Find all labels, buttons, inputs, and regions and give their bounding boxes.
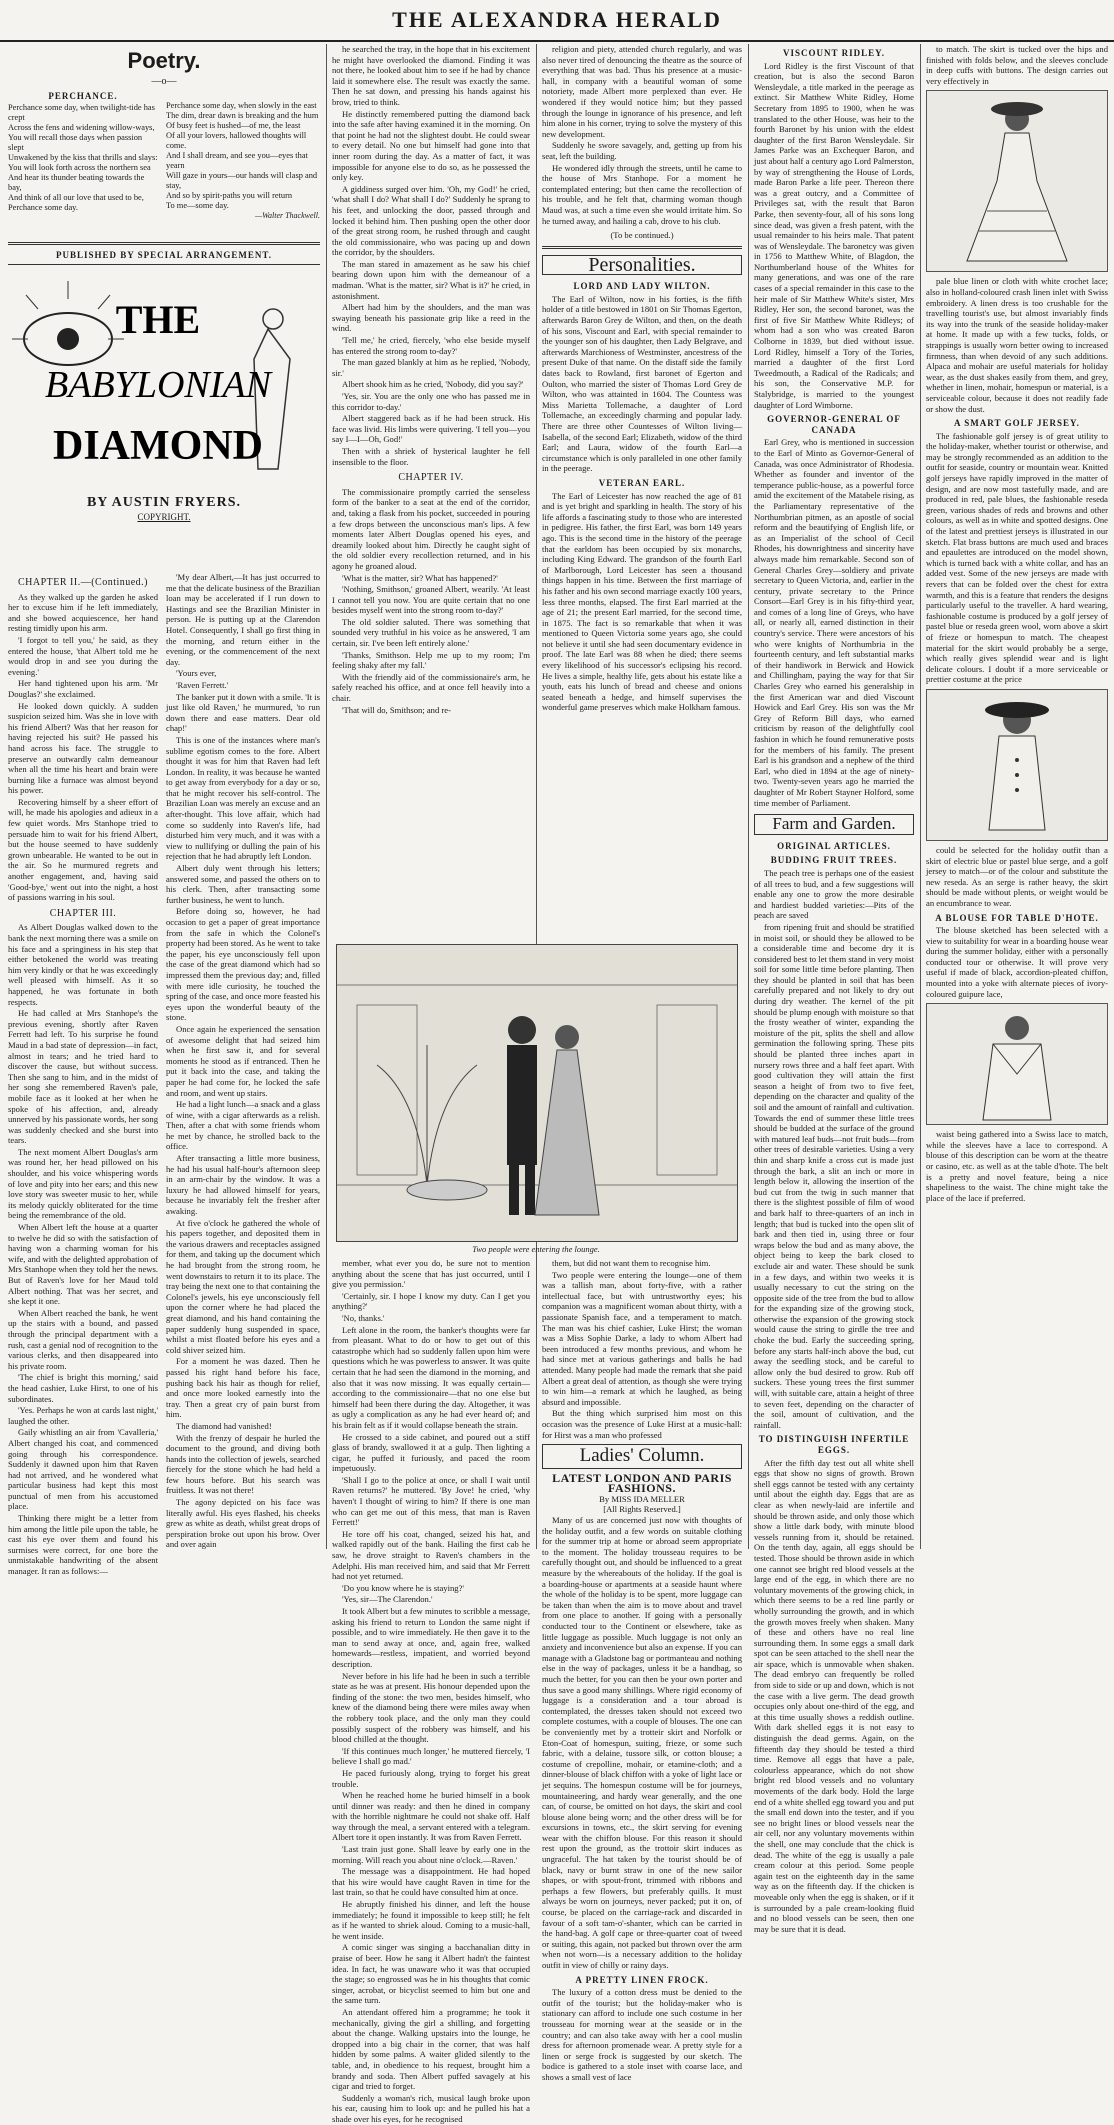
ladies-text: Many of us are concerned just now with thoughts of the holiday outfit, and a few words on suitable clothing for the summer trip at home or abroad seem appropriate to the moment. The holiday trousseau requires to be carefully thought out, and should be influenced to a great measure by the whereabouts of the holiday. If the goal is a boarding-house or apartments at a seaside haunt where the whole of the holiday is to be spent, more luggage can be taken than when the aim is to move about and travel from one place to another. If going with a personally conducted tour to the Continent or elsewhere, take as little luggage as possible. Much luggage is not only an anxiety and inconvenience but also an expense. If you can manage with a Gladstone bag or portmanteau and nothing else in the way of packages, unless it be a handbag, so much the better, for you can then be your own porter and thus save a good many shillings. Where rigid economy of luggage is a consideration and a tour abroad is contemplated, the dresses taken should not exceed two complete costumes, with a couple of blouses. The one can be conveniently met by a trotteir skirt and Norfolk or Eton-Coat of homespun, suiting, frieze, or some such fabric, with a delaine, tussore silk, or cotton blouse; a costume of crepolline, mohair, or etamine-cloth; and a dinner-blouse of black chiffon with a yoke of light lace or jet sequins. The homespun costume will be for journeys, mountaineering, and hardy wear generally, and the one can, of course, be omitted on hot days, the skirt and cool blouse alone being worn; and the other dress will be for excursions in towns, etc., the skirt serving for evening wear with the chiffon blouse. For this reason it should rest upon the ground, as the trottoir skirt induces as ungraceful. The hat taken by the tourist should be of black, navy or burnt straw in one of the new sailor shapes, or with spout-front, trimmed with ribbons and perhaps a few flowers, but preferably quills. It must always be worn on journeys, never packed; put it on, of course, be placed on the carriage-rack and discarded in favour of a soft tam-o'-shanter, which can be carried in the hand-bag. A golf cape or three-quarter coat of tweed or suiting, this again, not packed but thrown over the arm when not worn—is a necessary addition to the holiday outfit in view of chilly or rainy days. xyxy=(542,1515,742,1970)
story-paragraph: When Albert reached the bank, he went up the stairs with a bound, and passed through the principal department with a rush, cast a genial nod of recognition to the various clerks, and then disappeared into his private room. xyxy=(8,1307,158,1371)
story-paragraph: 'Do you know where he is staying?' xyxy=(342,1582,464,1593)
golf-jersey-sketch xyxy=(927,690,1107,838)
story-paragraph: When he reached home he buried himself in a book until dinner was ready: and then he dined in company with the horrible nightmare he could not shake off. Half way through the meal, a servant entered with a telegram. Albert tore it open instantly. It was from Raven Ferrett. xyxy=(332,1790,530,1843)
serial-column-4a xyxy=(332,1258,530,2124)
story-paragraph: 'Raven Ferrett.' xyxy=(176,679,229,690)
illustration-caption: Two people were entering the lounge. xyxy=(472,1244,600,1254)
serial-column-4c xyxy=(542,1258,742,2082)
chapter-heading: CHAPTER III. xyxy=(49,907,117,919)
story-paragraph: For a moment he was dazed. Then he passed his right hand before his face, pushing back his hair as though for relief, and once more looked earnestly into the tray. Then a great cry of pain burst from him. xyxy=(166,1356,320,1420)
personality-heading: VETERAN EARL. xyxy=(598,477,686,488)
story-paragraph: 'Shall I go to the police at once, or shall I wait until Raven returns?' he muttered. 'By Jove! he cried, 'why haven't I thought of wiring to him? If there is one man who can get me out of this mess, that man is Raven Ferrett!' xyxy=(332,1474,530,1528)
story-paragraph: 'Thanks, Smithson. Help me up to my room; I'm feeling shaky after my fall.' xyxy=(332,649,530,671)
story-paragraph: He had a light lunch—a snack and a glass of wine, with a cigar afterwards as a relish. Then, after a chat with some friends whom he met by chance, he strolled back to the office. xyxy=(166,1099,320,1152)
chapter-heading: CHAPTER II.—(Continued.) xyxy=(17,577,149,588)
story-paragraph: Albert staggered back as if he had been struck. His face was livid. His limbs were quivering. 'I tell you—you say I—I—Oh, God!' xyxy=(332,413,530,445)
story-paragraph: 'If this continues much longer,' he muttered fiercely, 'I believe I shall go mad.' xyxy=(332,1745,530,1767)
serial-column-1 xyxy=(8,572,158,1577)
story-paragraph: 'What is the matter, sir? What has happened?' xyxy=(342,572,498,583)
story-paragraph: He tore off his coat, changed, seized his hat, and walked rapidly out of the bank. Hailing the first cab he saw, he drove straight to Raven's chambers in the Adelphi. His man received him, and said that Mr Ferrett had not yet returned. xyxy=(332,1528,530,1582)
story-paragraph: 'Yes, sir—The Clarendon.' xyxy=(342,1594,433,1605)
farm-article-title: BUDDING FRUIT TREES. xyxy=(770,855,898,866)
ladies-column-header: Ladies' Column. xyxy=(542,1444,742,1469)
story-paragraph: After transacting a little more business, he had his usual half-hour's afternoon sleep in an arm-chair by the window. It was a luxury he had allowed himself for years, because he invariably felt the fresher after awaking. xyxy=(166,1153,320,1217)
ladies-heading: A PRETTY LINEN FROCK. xyxy=(575,1974,709,1985)
personality-heading: VISCOUNT RIDLEY. xyxy=(782,48,886,58)
story-paragraph: Albert shook him as he cried, 'Nobody, did you say?' xyxy=(342,379,524,390)
story-paragraph: The next moment Albert Douglas's arm was round her, her head pillowed on his shoulder, and his voice whispering words of love and pity into her ears; and this new love story was sweeter music to her, while its melody quickly obliterated for the time being the remembrance of the old. xyxy=(8,1146,158,1221)
story-paragraph: It took Albert but a few minutes to scribble a message, asking his friend to return to London the same night if possible, and to wire immediately. He then gave it to the man to send away at once, and, again free, walked homewards—restless, impatient, and worried beyond description. xyxy=(332,1606,530,1669)
lounge-illustration xyxy=(336,944,738,1242)
fashion-column xyxy=(926,44,1108,1547)
title-line-2: BABYLONIAN xyxy=(45,364,271,406)
column-rule xyxy=(920,44,921,1549)
story-paragraph: them, but did not want them to recognise him. xyxy=(552,1258,711,1268)
story-paragraph: He wondered idly through the streets, until he came to the house of Mrs Stanhope. For a moment he contemplated entering; but then came the recollection of his trouble, and he felt that, charming woman though Maud was, at such a time even she would irritate him. So he turned away, and hailing a cab, drove to his club. xyxy=(542,162,742,226)
personality-text: Earl Grey, who is mentioned in succession to the Earl of Minto as Governor-General of Canada, was once Administrator of Rhodesia. Whether as founder and inventor of the temperance public-house, as a powerful force amid the excitement of the Matabele rising, as the Parliamentary representative of the Northumbrian pitmen, as an apostle of social reform and the beautifying of English life, or as an Imperialist of the school of Cecil Rhodes, his downrightness and sincerity have always made him remarkable. Second son of General Charles Grey—soldiery and private secretary to Queen Victoria, and, earlier in the century, private secretary to the Prince Consort—Earl Grey is in his fifty-third year, and comes of a long line of Greys, who have all, or nearly all, earned distinction in their country's service. There were ancestors of his who were knights of Northumbria in the fourteenth century, and left substantial marks of their handiwork in Berwick and Howick and Chillingham, paying the way for that Sir Charles Grey who earned his generalship in the first American war and died Viscount Howick and Earl Grey. His son was the Mr Grey of Reform Bill days, who earned criticism by reason of the delightfully cool fashion in which he found remunerative posts for the members of his family. The present Earl is his grandson and a nephew of the third Earl, who died in 1894 at the age of ninety-two. Twenty-seven years ago he married the daughter of Mr Robert Stayner Holford, some time member of Parliament. xyxy=(754,437,914,808)
poem-line: Unwakened by the kiss that thrills and slays: xyxy=(8,153,158,162)
story-paragraph: The banker put it down with a smile. 'It is just like old Raven,' he murmured, 'to run down there and ease matters. Dear old chap!' xyxy=(166,691,320,734)
babylonian-diamond-title-svg xyxy=(8,269,320,489)
fashion-illustration-1 xyxy=(926,90,1108,272)
poem-line: And hear its thunder beating towards the bay, xyxy=(8,173,145,192)
story-paragraph: 'Nothing, Smithson,' groaned Albert, wearily. 'At least I cannot tell you now. You are quite certain that no one besides myself went into the strong room to-day?' xyxy=(332,584,530,616)
story-paragraph: Thinking there might be a letter from him among the little pile upon the table, he cast his eye over them and found his surmises were correct, for one bore the unmistakable handwriting of the absent manager. It ran as follows:— xyxy=(8,1513,158,1577)
farm-article-title: TO DISTINGUISH INFERTILE EGGS. xyxy=(758,1434,910,1455)
fashion-text: waist being gathered into a Swiss lace to match, while the sleeves have a lace to correspond. A blouse of this description can be worn at the theatre or casino, etc. as well as at the table d'hote. The belt is a pretty and novel feature, being a nice shapeliness to the waist. The chine might take the place of the lace if preferred. xyxy=(926,1129,1108,1203)
poem-line: And so by spirit-paths you will return xyxy=(166,191,293,200)
story-paragraph: Recovering himself by a sheer effort of will, he made his apologies and adieux in a few quiet words. Mrs Stanhope tried to persuade him to wait for his friend Albert, but the house seemed to have suddenly grown unbearable. He wanted to be out in the air. So he murmured regrets and another engagement, and, having said 'Good-bye,' went out into the night, a host of passions warring in his soul. xyxy=(8,796,158,903)
story-paragraph: The old soldier saluted. There was something that sounded very truthful in his voice as he answered, 'I am certain, sir. I've been left entirely alone.' xyxy=(332,616,530,649)
fashion-text: pale blue linen or cloth with white crochet lace; also in holland-coloured crash linen inlet with Swiss embroidery. A linen dress is too crushable for the travelling tourist's use, but almost invariably finds its way into the trunk of the seaside holiday-maker at home. It made up with a few tucks, folds, or strappings is usually worn better owing to increased firmness, than when devoid of any such additions. Alpaca and mohair are useful materials for holiday wear, as the dust shakes easily from them, and grey, whether in linen, mohair, homespun or material, is a serviceable colour, because it does not readily fade or show the dust. xyxy=(926,276,1108,414)
ladies-subheading: LATEST LONDON AND PARIS FASHIONS. xyxy=(552,1470,732,1496)
personality-text: The Earl of Leicester has now reached the age of 81 and is yet bright and sparkling in health. The story of his life affords a fascinating study to those who are interested in pedigree. His father, the first Earl, was born 149 years ago. This is the second time in the history of the peerage that the earldom has been occupied by six monarchs, including King Edward. The grandson of the fourth Earl of Marlborough, Lord Leicester has seen a thousand things happen in his time. Between the first marriage of his father and his own second marriage exactly 100 years, less three months, elapsed. The first Earl married at the age of 21; the present Earl married, for the second time, in 1875. The fact is so remarkable that when it was mentioned to Queen Victoria some years ago, she could not believe it until she had seen documentary evidence in proof. The late Earl was 88 when he died; there seems every likelihood of his successor's eclipsing his record. He lives a simple, healthy life, gets about his estate like a youth, eats his lunch of bread and cheese and onions seated beneath a hedge, and himself supervises the wonderful game preserves which make Holkham famous. xyxy=(542,490,742,713)
poetry-section: Poetry. —o— PERCHANCE. Perchance some day, when twilight-tide has crept Across the fens and widening willow-ways, You will recall those days when passion slept Unwakened by the kiss that thrills and slays: You will look forth across the northern sea And hear its thunder beating towards the bay, And think of all our love that used to be, Perchance some day. Perchance some day, when slowly in the east The dim, drear dawn is breaking and the hum Of busy feet is hushed—of me, the least Of all your lovers, hallowed thoughts will come. And I shall dream, and see you—eyes that yearn Will gaze in yours—our hands will clasp and stay, And so by spirit-paths you will return To me—some day. —Walter Thackwell. PUBLISHED BY SPECIAL ARRANGEMENT. THE BABYLONIAN DIAMOND BY AUSTIN FRYERS. COPYRIGHT. xyxy=(8,48,320,522)
poem-author: —Walter Thackwell. xyxy=(254,211,320,220)
story-paragraph: The man stared in amazement as he saw his chief bearing down upon him with the demeanour of a madman. 'What is the matter, sir? What is it?' he cried, in astonishment. xyxy=(332,258,530,301)
farm-text: The peach tree is perhaps one of the easiest of all trees to bud, and a few suggestions will enable any one to grow the more desirable and hardiest budded varieties:—Pits of the peach are saved xyxy=(754,867,914,921)
poem-left xyxy=(8,87,158,213)
story-paragraph: He abruptly finished his dinner, and left the house immediately; he found it impossible to keep still; he felt as if he wanted to shriek aloud. Coming to a music-hall, he went inside. xyxy=(332,1899,530,1941)
newspaper-page xyxy=(0,44,1114,2124)
to-be-continued: (To be continued.) xyxy=(610,230,674,241)
ladies-column xyxy=(542,1444,742,2082)
poem-line: Will gaze in yours—our hands will clasp and stay, xyxy=(166,171,318,190)
poem-line: You will recall those days when passion slept xyxy=(8,133,143,152)
personality-text: Lord Ridley is the first Viscount of that creation, but is also the second Baron Wensleydale, a title marked in the peerage as extinct. Sir Matthew White Ridley, Home Secretary from 1895 to 1900, when he was translated to the other House, was heir to the fourth Baronet by his union with the eldest daughter of the first Baron Wensleydale. Sir James Parke was an Exchequer Baron, and just about half a century ago Lord Palmerston, by way of strengthening the House of Lords, made Baron Parke a life peer. Thereon there was a great outcry, and a Committee of Privileges sat, with the result that Baron Parke, then seventy-four, all of his sons long since dead, was given a fresh patent, with the usual remainder to his heirs male. That patent was of Wensleydale. The baronetcy was given in 1756 to Matthew White, of Blagdon, the Northumberland house of the Whites for many generations, and was one of the rare cases of a special remainder in this case to the heir male of Sir Matthew White's sister, Mrs Ridley, Her son, the second baronet, was the first of five Sir Matthew White Ridleys; of whom had a son who was created Baron Colborne in 1839, but died without issue. Lord Ridley, himself a Tory of the Tories, married a daughter of the first Lord Tweedmouth, a Radical of the Radicals; and his son, the Conservative M.P. for Stalybridge, is married to the youngest daughter of Lord Wimborne. xyxy=(754,60,914,410)
poem-line: Perchance some day, when slowly in the east xyxy=(166,101,317,110)
story-paragraph: 'Tell me,' he cried, fiercely, 'who else beside myself has entered the strong room to-day?' xyxy=(332,335,530,356)
published-note: PUBLISHED BY SPECIAL ARRANGEMENT. xyxy=(55,250,273,260)
blouse-sketch xyxy=(927,1004,1107,1122)
poem-title: PERCHANCE. xyxy=(48,91,118,101)
serial-column-2 xyxy=(166,572,320,1550)
poetry-heading: Poetry. xyxy=(127,48,201,73)
story-paragraph: religion and piety, attended church regularly, and was also never tired of denouncing the theatre as the source of everything that was bad. Thus his presence at a music-hall, in company with a beautiful woman of some notoriety, made Albert more perplexed than ever. He wondered if they would notice him; but they passed through the lounge in ignorance of his presence, and left him alone in his corner, trying to solve the mystery of this new development. xyxy=(542,44,742,139)
poem-line: And I shall dream, and see you—eyes that yearn xyxy=(166,151,308,170)
story-paragraph: He had called at Mrs Stanhope's the previous evening, shortly after Raven Ferrett had left. To his surprise he found Maud in a bad state of depression—in fact, almost in tears; and he tried hard to discover the cause, but without success. Then she sang to him, and in the midst of her song she remembered Raven's pale, mobile face as it looked at her when he spoke of his affection, and, already unnerved by his passionate words, her song was suddenly checked and she burst into tears. xyxy=(8,1008,158,1146)
serial-title-art xyxy=(8,269,320,489)
poem-line: Of all your lovers, hallowed thoughts will come. xyxy=(166,131,307,150)
personality-text: The Earl of Wilton, now in his forties, is the fifth holder of a title bestowed in 1801 on Sir Thomas Egerton, afterwards Baron Grey de Wilton, and then, on the death of his sons, Viscount and Earl, with special remainder to the younger son of his daughter, then Lady Belgrave, and afterwards Marchioness of Westminster, ancestress of the present Duke of that name. On the distaff side the family dates back to Rowland, first baronet of Egerton and Oulton, who married the sister of Thomas Lord Grey de Wilton, who was attainted in 1604. The Countess was Miss Marietta Tollemache, a daughter of Lord Tollemache, an exceedingly charming and popular lady. There are three other Countesses of Wilton living—Isabella, of the second Earl; Elizabeth, widow of the third Earl; and Laura, widow of the fourth Earl—a circumstance which is only paralleled in one other family in the peerage. xyxy=(542,293,742,474)
story-paragraph: 'No, thanks.' xyxy=(342,1312,385,1323)
fashion-heading: A BLOUSE FOR TABLE D'HOTE. xyxy=(935,912,1099,923)
story-paragraph: A comic singer was singing a bacchanalian ditty in praise of beer. How he sang it Albert hadn't the faintest idea. In fact, he was unaware who it was that occupied the stage; so engrossed was he in his thoughts that comic singer, acrobat, or bicyclist seemed to him but one and the same turn. xyxy=(332,1942,530,2006)
story-paragraph: 'The chief is bright this morning,' said the head cashier, Luke Hirst, to one of his subordinates. xyxy=(8,1372,158,1404)
story-paragraph: 'My dear Albert,—It has just occurred to me that the delicate business of the Brazilian loan may be accelerated if I run down to Hastings and see the Brazilian Minister in person. He is putting up at the Clarendon Hotel. Consequently, I shall go first thing in the morning, and return either in the evening, or the commencement of the next day. xyxy=(166,572,320,667)
story-paragraph: As they walked up the garden he asked her to excuse him if he left immediately, and she bowed acquiescence, her hand resting timidly upon his arm. xyxy=(8,591,158,634)
poem-line: Of busy feet is hushed—of me, the least xyxy=(166,121,301,130)
eye-pupil-icon xyxy=(57,328,79,350)
story-paragraph: Once again he experienced the sensation of awesome delight that had seized him when he first saw it, and for several moments he stood as if entranced. Then he put it back into the case, and taking the paper he had come for, he locked the safe and room, and went up stairs. xyxy=(166,1023,320,1098)
story-paragraph: Left alone in the room, the banker's thoughts were far from pleasant. What to do or how to get out of this catastrophe which had so suddenly fallen upon him were questions which he was powerless to answer. It was quite certain that he had seen the diamond in the morning, and also that it was now missing. It was equally certain—according to the commissionaire—that no one else but himself had been there during the day. Altogether, it was as ugly a complication as any he had ever heard of; and his brain felt as if it would collapse beneath the strain. xyxy=(332,1324,530,1430)
farm-header: Farm and Garden. xyxy=(754,814,914,835)
table-icon xyxy=(407,1180,487,1200)
story-paragraph: He distinctly remembered putting the diamond back into the safe after having examined it in the morning. On that point he had not the slightest doubt. He could swear to every detail. No one but himself had gone into that inner room during the day. As a matter of fact, it was impossible for anyone else to do so, as he possessed the only key. xyxy=(332,108,530,183)
farm-subheading: ORIGINAL ARTICLES. xyxy=(777,840,891,851)
personalities-header: Personalities. xyxy=(542,255,742,276)
story-paragraph: At five o'clock he gathered the whole of his papers together, and deposited them in the various drawers and receptacles assigned for them, and taking up the document which he had brought from the strong room, he went downstairs to return it to its place. The tray being the next one to that containing the Colonel's jewels, his eye unconsciously fell upon the corner where he had placed the great diamond, and his hand containing the paper suddenly hung suspended in space, whilst a mist floated before his eyes and a cold shiver seized him. xyxy=(166,1217,320,1355)
story-paragraph: Albert duly went through his letters; answered some, and passed the others on to his clerk. Then, after transacting some further business, he went to lunch. xyxy=(166,863,320,905)
story-paragraph: The message was a disappointment. He had hoped that his wire would have caught Raven in time for the last train, so that he could have consulted him at once. xyxy=(332,1866,530,1898)
story-paragraph: member, what ever you do, be sure not to mention anything about the scene that has just occurred, until I give you permission.' xyxy=(332,1258,530,1290)
fashion-illustration-3 xyxy=(926,1003,1108,1125)
story-paragraph: Before doing so, however, he had occasion to get a paper of great importance from the safe in which the Colonel's property had been stored. As he went to take the paper, his eye unconsciously fell upon the case of the great diamond which had so impressed them the previous day; and, filled with mere idle curiosity, he touched the spring of the case, and once more feasted his eyes upon the wonderful beauty of the stone. xyxy=(166,906,320,1023)
story-paragraph: He crossed to a side cabinet, and poured out a stiff glass of brandy, swallowed it at a gulp. Then lighting a cigar, he puffed it furiously, and paced the room impetuously. xyxy=(332,1431,530,1474)
fashion-illustration-2 xyxy=(926,689,1108,841)
story-paragraph: he searched the tray, in the hope that in his excitement he might have overlooked the diamond. Finding it was not there, he looked about him to see if he had by chance laid it somewhere else. The result was exactly the same. Then he sat down, and pressing his hands against his brow, tried to think. xyxy=(332,44,530,107)
story-paragraph: As Albert Douglas walked down to the bank the next morning there was a smile on his face and a springiness in his step that either betokened the world was treating him very kindly or that he was exceedingly well pleased with himself. As it so happened, he was fortunate in both respects. xyxy=(8,922,158,1007)
story-paragraph: 'Last train just gone. Shall leave by early one in the morning. Will reach you about nine o'clock.—Raven.' xyxy=(332,1844,530,1865)
story-paragraph: Gaily whistling an air from 'Cavalleria,' Albert changed his coat, and commenced going through his correspondence. Suddenly it dawned upon him that Raven had not arrived, and he wondered what particular business had kept this most punctual of men from his accustomed place. xyxy=(8,1427,158,1512)
column-5 xyxy=(754,44,914,1934)
serial-column-4b xyxy=(542,44,742,939)
story-paragraph: 'Certainly, sir. I hope I know my duty. Can I get you anything?' xyxy=(332,1290,530,1312)
personality-heading: LORD AND LADY WILTON. xyxy=(573,281,711,292)
story-paragraph: The man gazed blankly at him as he replied, 'Nobody, sir.' xyxy=(332,357,530,378)
poem-line: Across the fens and widening willow-ways, xyxy=(8,123,155,132)
ladies-text: The luxury of a cotton dress must be denied to the outfit of the tourist; but the holiday-maker who is stationary can afford to include one such costume in her trousseau for morning wear at the seaside or in the country; and can also take away with her a cool muslin dress for afternoon promenade wear. A pretty style for a linen or serge frock is suggested by our sketch. The bodice is gathered to a stole inset with coarse lace, and shows a small vest of lace xyxy=(542,1987,742,2082)
story-paragraph: 'Yes. Perhaps he won at cards last night,' laughed the other. xyxy=(8,1405,158,1426)
chapter-heading: CHAPTER IV. xyxy=(398,472,464,484)
fashion-text: could be selected for the holiday outfit than a skirt of electric blue or pastel blue serge, and a golf jersey to match—or of the colour and substitute the new reseda. As an serge is rather heavy, the skirt should be made without plents, or weight would be an encumbrance to wear. xyxy=(926,844,1108,908)
story-paragraph: But the thing which surprised him most on this occasion was the presence of Luke Hirst at a music-hall: for Hirst was a man who professed xyxy=(542,1408,742,1440)
story-paragraph: Albert had him by the shoulders, and the man was swaying beneath his passionate grip like a reed in the wind. xyxy=(332,302,530,334)
masthead-title: THE ALEXANDRA HERALD xyxy=(0,0,1114,42)
personality-heading: GOVERNOR-GENERAL OF CANADA xyxy=(767,414,901,435)
story-paragraph: This is one of the instances where man's sublime egotism comes to the fore. Albert thought it was for him that Raven had left London. In reality, it was because he wanted to get away from everybody for a day or so, that he might recover his self-control. The Brazilian Loan was merely an excuse and an after-thought. This love affair, which had come so suddenly into Raven's life, had disturbed him very much, and it was with a view to nullifying or dulling the pain of his rejection that he had abruptly left London. xyxy=(166,734,320,862)
fashion-text: The fashionable golf jersey is of great utility to the holiday-maker, whether tourist or otherwise, and may be strongly recommended as an addition to the outfit for seaside, country or mountain wear. Knitted golf jerseys have rapidly improved in the matter of design, and are now most tastefully made, and are produced in red, pale blues, the fashionable reseda green, various shades of reds and browns and other colours, as well as in white and spotted designs. One of the latest and prettiest jerseys is illustrated in our sketch. Flat brass buttons are much used and braces and epaulettes are introduced on the model shown, which is turned back with a white collar, and has an added vest. Some of the new jerseys are made with revers that can be folded over the chest for extra warmth, and this is a feature that renders the designs particularly useful to the traveller. A hard wearing, fashionable costume is produced by a golf jersey of pastel blue or reseda green wool, worn above a skirt of frieze or homespun to match. The cheapest material for the skirt would probably be a serge, which really gives splendid wear and is light delicate colours. I doubt if a more serviceable or prettier costume at the price xyxy=(926,430,1108,685)
fashion-text: to match. The skirt is tucked over the hips and finished with folds below, and the sleeves conclude in deep cuffs with buttons. The design carries out very effectively in xyxy=(926,44,1108,86)
story-paragraph: When Albert left the house at a quarter to twelve he did so with the satisfaction of having won a charming woman for his wife, and with the delighted approbation of Mrs Stanhope when they told her the news. But of Raven's love for her Maud told Albert nothing. That was her secret, and she kept it one. xyxy=(8,1222,158,1307)
story-paragraph: 'I forgot to tell you,' he said, as they entered the house, 'that Albert told me he would drop in and see you during the evening.' xyxy=(8,634,158,677)
story-paragraph: 'Yes, sir. You are the only one who has passed me in this corridor to-day.' xyxy=(332,391,530,412)
poem-line: To me—some day. xyxy=(166,201,229,210)
copyright-note: COPYRIGHT. xyxy=(137,512,191,522)
story-paragraph: He looked down quickly. A sudden suspicion seized him. Was she in love with his friend Albert? Was that her reason for having rejected his suit? He passed his hand across his face. The struggle to preserve an outwardly calm demeanour when all the time his heart and brain were burning like a furnace was almost beyond his power. xyxy=(8,700,158,796)
story-paragraph: Suddenly he swore savagely, and, getting up from his seat, left the building. xyxy=(542,140,742,161)
poem-right xyxy=(166,87,320,220)
story-paragraph: Two people were entering the lounge—one of them was a tallish man, about forty-five, with a rather intellectual face, but with untrustworthy eyes; his companion was a magnificent woman about thirty, with a passionate Spanish face, and a temperament to match. The man was his chief cashier, Luke Hirst; the woman was a Miss Sophie Darke, a lady to whom Albert had been introduced a few months previous, and whom he had since met at various gatherings and balls he had attended. Many people had made the remark that she paid Albert a great deal of attention, as though she were trying to win him—a remark at which he laughed, as being absurd and impossible. xyxy=(542,1269,742,1407)
ladies-byline: By MISS IDA MELLER xyxy=(599,1493,685,1504)
column-rule xyxy=(748,44,749,1549)
story-paragraph: With the frenzy of despair he hurled the document to the ground, and diving both hands into the collection of jewels, searched fiercely for the stone which he had held a few hours before. But his search was fruitless. It was not there! xyxy=(166,1432,320,1496)
story-paragraph: 'That will do, Smithson; and re- xyxy=(342,704,451,715)
story-paragraph: Suddenly a woman's rich, musical laugh broke upon his ear, causing him to look up: and he pulled his hat a shade over his eyes, for he recognised xyxy=(332,2092,530,2124)
title-line-3: DIAMOND xyxy=(53,423,263,469)
linen-frock-sketch xyxy=(927,91,1107,269)
serial-byline: BY AUSTIN FRYERS. xyxy=(86,495,242,510)
story-paragraph: He paced furiously along, trying to forget his great trouble. xyxy=(332,1767,530,1789)
poem-line: Perchance some day, when twilight-tide has crept xyxy=(8,103,155,122)
poem-line: You will look forth across the northern sea xyxy=(8,163,151,172)
fashion-heading: A SMART GOLF JERSEY. xyxy=(954,418,1080,429)
story-paragraph: Never before in his life had he been in such a terrible state as he was at present. His honour depended upon the finding of the stone: the two men, besides himself, who knew of the diamond being there were miles away when the robbery took place, and the only man they could possibly suspect of the robbery was himself, and his blood chilled at the thought. xyxy=(332,1670,530,1745)
poem-line: And think of all our love that used to be, xyxy=(8,193,144,202)
column-rule xyxy=(326,44,327,1549)
poem-line: The dim, drear dawn is breaking and the hum xyxy=(166,111,319,120)
farm-text: After the fifth day test out all white shell eggs that show no signs of growth. Brown shell eggs cannot be tested with any certainty until about the eighth day. Eggs that are as clear as when newly-laid are infertile and should be thrown aside, and only those which show a little dark body, with minute blood vessels running from it, should be retained. On the tenth day, again, all eggs should be tested. Those should be thrown aside in which one cannot see bright red blood vessels at the large end of the egg, in which there are no voluntary movements of the growing chick, in which there seems to be a red line partly or wholly surrounding the growth, and in which the growth moves freely when shaken. Many of these and others have no real line surrounding them. In some eggs a small dark spot can be seen attached to the shell near the air space, which is unmovable when shaken. The dead embryo can frequently be rolled from side to side or up and down, which is not the case with a live germ. The dead growth occupies only about one-third of the egg, and at this time usually shows a reddish outline. With dark shelled eggs it is not easy to distinguish the dead germs. Again, on the fifteenth day they should be tested a third time. Remove all eggs that have a pale, colourless appearance, which do not show bright red blood vessels and no voluntary movements of the dark body. Hold the large end of a white shelled egg toward you and put the small end down into the tester, and if you see no bright lines or blood vessels near the air cell, nor any voluntary movements within the shell, one may conclude that the chick is dead. The white of the egg is usually a pale cream colour at this period. Some people again test on the eighteenth day in the same way as on the fifteenth day. If the chicken is moveable only when the egg is shaken, or if it is surrounded by a pale cream-looking fluid and no blood vessels can be seen, then one may be sure that it is dead. xyxy=(754,1457,914,1934)
story-paragraph: A giddiness surged over him. 'Oh, my God!' he cried, 'what shall I do? What shall I do?' Suddenly he sprang to his feet, and unlocking the door, passed through and locked it behind him. Then pushing open the other door of the great strong room, he rushed through and caught the old commissionaire, who was pacing up and down the corridor, by the shoulders. xyxy=(332,183,530,258)
lounge-scene-svg xyxy=(337,945,737,1241)
story-paragraph: The diamond had vanished! xyxy=(176,1420,272,1431)
fashion-text: The blouse sketched has been selected with a view to suitability for wear in a boarding house wear during the summer holiday, either with a personally conducted tour or otherwise. It will prove very useful if made of black, accordion-pleated chiffon, mounted into a yoke with alternate pieces of ivory-coloured guipure lace, xyxy=(926,925,1108,999)
story-paragraph: Her hand tightened upon his arm. 'Mr Douglas?' she exclaimed. xyxy=(8,678,158,699)
farm-text: from ripening fruit and should be stratified in moist soil, or should they be allowed to be a considerable time and become dry it is considered best to let them stand in very moist soil for some little time before planting. Then they should be planted in soil that has been carefully prepared and not likely to dry out during dry weather. The kernel of the pit should be plump enough with moisture so that the frosty weather of winter, expanding the moisture of the pit, splits the shell and allow germination the following spring. These pits should be planted three inches apart in nursery rows three and a half feet apart. With good cultivation they will attain the first season a height of from two to five feet, depending on the character and quality of the soil and the amount of rainfall and cultivation. Towards the end of summer these little trees should be budded at the surface of the ground with matured leaf buds—not fruit buds—from other trees of desirable varieties. Using a very thin and sharp knife a cross cut is made just through the bark, a slit an inch or more in length below it, allowing the insertion of the bud cut from the twig in such manner that there is the slightest possible of film of wood and bark half to three-quarters of an inch in length; that bud is tucked into the open slit of bark and then tied in, using three or four wraps below the bud and as many above, the object being to keep the bark closed to exclude air and water. These should be sunk in a few days, and within two weeks it is usually necessary to cut the string on the opposite side of the tree from the bud to allow for the expanding size of the growing stock, otherwise the expansion of the growing stock would cause the string to girdle the tree and choke the bud. Early the succeeding spring, before any starts half-inch above the bud, cut away the seedling stock, and be careful to allow only the bud desired to grow. Rub off suckers. These young trees the first summer will, with suitable care, attain a height of three to seven feet, depending on the character of the soil, amount of cultivation, and the rainfall. xyxy=(754,921,914,1430)
poem-line: Perchance some day. xyxy=(8,203,78,212)
story-paragraph: Then with a shriek of hysterical laughter he fell insensible to the floor. xyxy=(332,445,530,467)
story-paragraph: 'Yours ever, xyxy=(176,668,217,679)
story-paragraph: With the friendly aid of the commissionaire's arm, he safely reached his office, and at once fell heavily into a chair. xyxy=(332,671,530,704)
poem xyxy=(8,87,320,237)
title-line-1: THE xyxy=(115,297,201,342)
story-paragraph: An attendant offered him a programme; he took it mechanically, giving the girl a shilling, and forgetting about the change. Walking upstairs into the lounge, he dropped into a big chair in the corner, that was half hidden by some palms. A waiter glided silently to the table, and, in obedience to his request, brought him a brandy and soda. Then Albert puffed savagely at his cigar and tried to forget. xyxy=(332,2006,530,2092)
story-paragraph: The agony depicted on his face was literally awful. His eyes flashed, his cheeks grew as white as death, whilst great drops of perspiration broke out upon his brow. Over and over again xyxy=(166,1497,320,1550)
serial-column-3 xyxy=(332,44,530,944)
story-paragraph: The commissionaire promptly carried the senseless form of the banker to a seat at the end of the corridor, and, taking a flask from his pocket, succeeded in pouring a few drops between the unconscious man's lips. A few moments later Albert Douglas opened his eyes, and dreamily looked about him. Directly he caught sight of the old soldier every recollection returned, and in his agony he groaned aloud. xyxy=(332,486,530,571)
rights-note: [All Rights Reserved.] xyxy=(603,1504,681,1515)
column-rule xyxy=(536,44,537,1549)
